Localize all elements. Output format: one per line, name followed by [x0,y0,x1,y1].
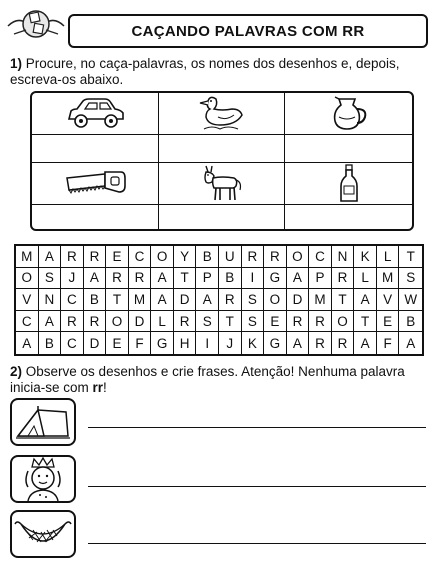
donkey-picture-cell [159,163,286,205]
saw-answer-cell[interactable] [32,205,159,231]
tent-icon [14,402,72,442]
word-search-cell[interactable]: L [354,268,377,290]
hammock-answer-line[interactable] [88,543,426,544]
word-search-cell[interactable]: Y [174,246,197,268]
word-search-cell[interactable]: R [129,268,152,290]
word-search-cell[interactable]: R [106,268,129,290]
word-search-cell[interactable]: P [309,268,332,290]
word-search-cell[interactable]: O [106,311,129,333]
jug-picture-cell [285,93,412,135]
word-search-cell[interactable]: N [39,289,62,311]
question-2-text-end: ! [103,380,107,395]
question-1 [10,56,430,88]
word-search-cell[interactable]: A [151,289,174,311]
donkey-icon [198,164,244,204]
word-search-cell[interactable]: S [399,268,422,290]
word-search-cell[interactable]: S [196,311,219,333]
page-title: CAÇANDO PALAVRAS COM RR [68,14,428,48]
word-search-cell[interactable]: U [219,246,242,268]
word-search-cell[interactable]: R [332,268,355,290]
word-search-cell[interactable]: A [287,268,310,290]
word-search-cell[interactable]: E [106,332,129,354]
word-search-cell[interactable]: I [196,332,219,354]
word-search-cell[interactable]: T [174,268,197,290]
word-search-cell[interactable]: C [309,246,332,268]
word-search-cell[interactable]: S [242,311,265,333]
word-search-cell[interactable]: F [377,332,400,354]
word-search-cell[interactable]: V [377,289,400,311]
word-search-cell[interactable]: W [399,289,422,311]
jug-icon [329,95,369,133]
word-search-cell[interactable]: A [84,268,107,290]
queen-icon [18,457,68,501]
car-picture-cell [32,93,159,135]
word-search-cell[interactable]: R [61,246,84,268]
word-search-cell[interactable]: R [219,289,242,311]
hammock-icon [13,514,73,554]
word-search-grid [14,244,424,356]
word-search-cell[interactable]: H [174,332,197,354]
word-search-cell[interactable]: B [84,289,107,311]
word-search-cell[interactable]: E [106,246,129,268]
word-search-cell[interactable]: M [129,289,152,311]
question-2-emphasis: rr [92,380,104,395]
word-search-cell[interactable]: F [129,332,152,354]
duck-picture-cell [159,93,286,135]
picture-answer-grid [30,91,414,231]
word-search-cell[interactable]: R [61,311,84,333]
queen-answer-line[interactable] [88,486,426,487]
word-search-cell[interactable]: D [129,311,152,333]
word-search-cell[interactable]: A [354,332,377,354]
word-search-cell[interactable]: D [174,289,197,311]
word-search-cell[interactable]: B [196,246,219,268]
word-search-cell[interactable]: B [39,332,62,354]
word-search-cell[interactable]: R [287,311,310,333]
word-search-cell[interactable]: S [242,289,265,311]
word-search-cell[interactable]: D [287,289,310,311]
word-search-cell[interactable]: I [242,268,265,290]
word-search-cell[interactable]: A [39,311,62,333]
tent-answer-line[interactable] [88,427,426,428]
question-2-number: 2) [10,364,23,379]
saw-picture-cell [32,163,159,205]
word-search-cell[interactable]: V [16,289,39,311]
bottle-picture-cell [285,163,412,205]
word-search-cell[interactable]: A [196,289,219,311]
word-search-cell[interactable]: O [264,289,287,311]
word-search-cell[interactable]: J [61,268,84,290]
saw-icon [63,168,127,200]
word-search-cell[interactable]: R [242,246,265,268]
question-1-text: Procure, no caça-palavras, os nomes dos desenhos e, depois, escreva-os abaixo. [10,56,400,87]
jug-answer-cell[interactable] [285,135,412,163]
word-search-cell[interactable]: R [309,311,332,333]
word-search-cell[interactable]: K [354,246,377,268]
word-search-cell[interactable]: T [399,246,422,268]
word-search-cell[interactable]: T [219,311,242,333]
word-search-cell[interactable]: G [151,332,174,354]
word-search-cell[interactable]: D [84,332,107,354]
word-search-cell[interactable]: M [16,246,39,268]
word-search-cell[interactable]: O [332,311,355,333]
question-1-number: 1) [10,56,23,71]
word-search-cell[interactable]: O [287,246,310,268]
word-search-cell[interactable]: K [242,332,265,354]
word-search-cell[interactable]: B [399,311,422,333]
car-answer-cell[interactable] [32,135,159,163]
word-search-cell[interactable]: O [151,246,174,268]
queen-picture-box [10,455,76,503]
word-search-cell[interactable]: S [39,268,62,290]
word-search-cell[interactable]: T [354,311,377,333]
word-search-cell[interactable]: E [264,311,287,333]
word-search-cell[interactable]: T [106,289,129,311]
duck-icon [196,95,246,133]
bottle-answer-cell[interactable] [285,205,412,231]
word-search-cell[interactable]: L [151,311,174,333]
donkey-answer-cell[interactable] [159,205,286,231]
word-search-cell[interactable]: R [264,246,287,268]
word-search-cell[interactable]: A [16,332,39,354]
word-search-cell[interactable]: R [84,246,107,268]
word-search-cell[interactable]: C [61,289,84,311]
duck-answer-cell[interactable] [159,135,286,163]
question-2-text: Observe os desenhos e crie frases. Atenção! Nenhuma palavra inicia-se com [10,364,405,395]
word-search-cell[interactable]: A [39,246,62,268]
word-search-cell[interactable]: A [406,335,416,351]
word-search-cell[interactable]: C [61,332,84,354]
question-2 [10,364,430,396]
word-search-cell[interactable]: C [129,246,152,268]
word-search-cell[interactable]: P [196,268,219,290]
word-search-cell[interactable]: E [377,311,400,333]
word-search-cell[interactable]: A [354,289,377,311]
hammock-picture-box [10,510,76,558]
word-search-cell[interactable]: A [151,268,174,290]
word-search-cell[interactable]: R [309,332,332,354]
word-search-cell[interactable]: C [16,311,39,333]
word-search-cell[interactable]: R [84,311,107,333]
word-search-cell[interactable]: M [377,268,400,290]
word-search-cell[interactable]: G [264,332,287,354]
tent-picture-box [10,398,76,446]
word-search-cell[interactable]: J [219,332,242,354]
word-search-cell[interactable]: N [332,246,355,268]
abc-logo [4,4,68,44]
word-search-cell[interactable]: R [174,311,197,333]
word-search-cell[interactable]: T [332,289,355,311]
car-icon [63,97,127,131]
word-search-cell[interactable]: R [332,332,355,354]
word-search-cell[interactable]: L [377,246,400,268]
bottle-icon [337,164,361,204]
word-search-cell[interactable]: A [287,332,310,354]
word-search-cell[interactable]: B [219,268,242,290]
word-search-cell[interactable]: M [309,289,332,311]
word-search-cell[interactable]: O [16,268,39,290]
word-search-cell[interactable]: G [264,268,287,290]
